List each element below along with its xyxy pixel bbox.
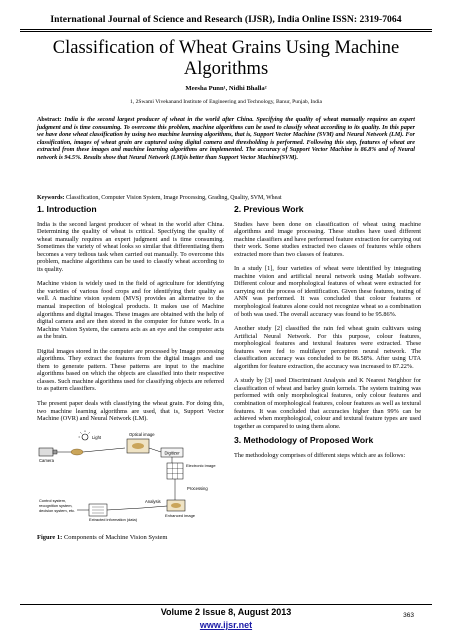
keywords-text: Classification, Computer Vision System, Image Processing, Grading, Quality, SVM, Wheat [64, 195, 282, 201]
abstract-text: India is the second largest producer of wheat in the world after China. Specifying the quality of wheat manually requires an expert judgment and is time consuming. To overcome this problem, machine algorithms can be used to classify wheat according to its quality. In this paper we have done wheat classification by using two machine learning algorithms, that is, Support Vector Machine (SVM) and Neural Network (LM). For classification, images of wheat grain are captured using digital camera and thresholding is performed. Following this step, features of wheat are extracted from these images and machine learning algorithms are implemented. The accuracy of Support Vector Machine is 86.8% and of Neural network is 94.5%. Results show that Neural Network (LM)is better than Support Vector Machine(SVM). [37, 117, 415, 161]
right-column [234, 206, 421, 466]
figure-caption [37, 534, 224, 542]
figure-caption-label: Figure 1: [37, 533, 63, 541]
footer-rule [20, 604, 432, 605]
header-rule [20, 29, 432, 32]
paragraph: Digital images stored in the computer are processed by Image processing algorithms. They extract the features from the digital images and use them to generate pattern. These patterns are input to the machine algorithms based on which the objects are classified into their respective classes. Such machine algorithms used for classifying objects are referred to as pattern classifiers. [37, 347, 224, 393]
label-digitizer: Digitizer [164, 450, 180, 456]
footer-url-link[interactable]: www.ijsr.net [199, 620, 253, 630]
paragraph: The methodology comprises of different steps which are as follows: [234, 451, 406, 459]
paragraph: India is the second largest producer of wheat in the world after China. Determining the quality of wheat is critical. Specifying the quality of wheat manually requires an expert judgment and is time consuming. Sometimes the variety of wheat looks so similar that differentiating them becomes a very tedious task when carried out manually. To overcome this problem, machine algorithms can be used to classify wheat according to its quality. [37, 220, 224, 273]
section-heading-previous-work: 2. Previous Work [234, 204, 304, 214]
abstract [37, 117, 415, 163]
paragraph: In a study [1], four varieties of wheat were identified by integrating machine vision and artificial neural network using Matlab software. Different colour and morphological features of wheat were extracted for carrying out the process of identification. Given these features, testing of ANN was performed. It was concluded that colour features or morphological features alone could not recognize wheat so a combination of both was used. The overall accuracy was found to be 95.86%. [234, 265, 421, 318]
paragraph: Machine vision is widely used in the field of agriculture for identifying the varieties of various food crops and for identifying their quality as well. A machine vision system (MVS) provides an alternative to the manual inspection of biological products. It makes use of Machine algorithms and digital images. These images are obtained with the help of digital camera and are then stored in the computer for future work. In a Machine Vision System, the camera acts as an eye and the computer acts as the brain. [37, 280, 224, 341]
wheat-grain-icon [71, 449, 83, 455]
label-electronic-image: Electronic image [186, 462, 216, 468]
journal-header: International Journal of Science and Research (IJSR), India Online ISSN: 2319-7064 [50, 14, 402, 25]
electronic-image-grid [167, 463, 183, 479]
label-processing: Processing [187, 485, 208, 491]
figure-caption-text: Components of Machine Vision System [62, 533, 168, 541]
label-analysis: Analysis [145, 498, 161, 504]
figure-machine-vision-system [37, 430, 224, 534]
label-camera: Camera [39, 457, 54, 463]
abstract-label: Abstract: [37, 117, 62, 123]
enhanced-grain-icon [171, 503, 181, 508]
label-recognition-system: recognition system, [39, 502, 73, 508]
label-extracted-info: Extracted information (data) [89, 516, 138, 522]
page-number: 363 [403, 612, 414, 619]
keywords [37, 195, 415, 202]
figure-diagram [37, 430, 224, 534]
light-icon [79, 430, 90, 440]
paper-authors: Meesha Punn¹, Nidhi Bhalla² [185, 85, 267, 92]
paragraph: Another study [2] classified the rain fed wheat grain cultivars using Artificial Neural Network. For this purpose, colour features, morphological features and textural features were extracted. These features were fed to multilayer perceptron neural network. The classification accuracy was concluded to be 86.58%. After using UTA algorithm for feature extraction, the accuracy was increased to 87.22%. [234, 325, 421, 370]
footer-volume: Volume 2 Issue 8, August 2013 [160, 607, 292, 617]
section-heading-methodology: 3. Methodology of Proposed Work [234, 435, 374, 446]
keywords-label: Keywords: [37, 195, 65, 201]
grain-image-icon [132, 443, 144, 449]
label-decision-system: decision system, etc. [39, 507, 76, 513]
paper-title: Classification of Wheat Grains Using Machine Algorithms [52, 38, 400, 79]
paragraph: A study by [3] used Discriminant Analysis and K Nearest Neighbor for classification of wheat and barley grain kernels. The system training was performed with only morphological features, only colour features and combination of morphological features, colour features as well as textural features. It was concluded that accuracies higher than 99% can be achieved when morphological, colour and textural feature types are used together as compared to using them alone. [234, 377, 421, 430]
label-optical-image: Optical image [129, 431, 155, 437]
section-heading-introduction: 1. Introduction [37, 204, 97, 214]
paragraph: The present paper deals with classifying the wheat grain. For doing this, two machine learning algorithms are used, that is, Support Vector Machine (OVR) and Neural Network (LM). [37, 400, 224, 423]
camera-icon [39, 448, 57, 456]
label-enhanced-image: Enhanced image [165, 512, 196, 518]
paragraph: Studies have been done on classification of wheat using machine algorithms and image processing. These studies have used different machine classifiers and have performed feature extraction for carrying out their work. Some studies extracted two classes of features while others extracted more than two classes of features. [234, 220, 421, 258]
left-column [37, 206, 224, 541]
paper-affiliation: 1, 2Swami Vivekanand Institute of Engineering and Technology, Banur, Punjab, India [129, 99, 323, 105]
label-light: Light [92, 434, 102, 440]
label-control-system: Control system, [39, 497, 67, 503]
